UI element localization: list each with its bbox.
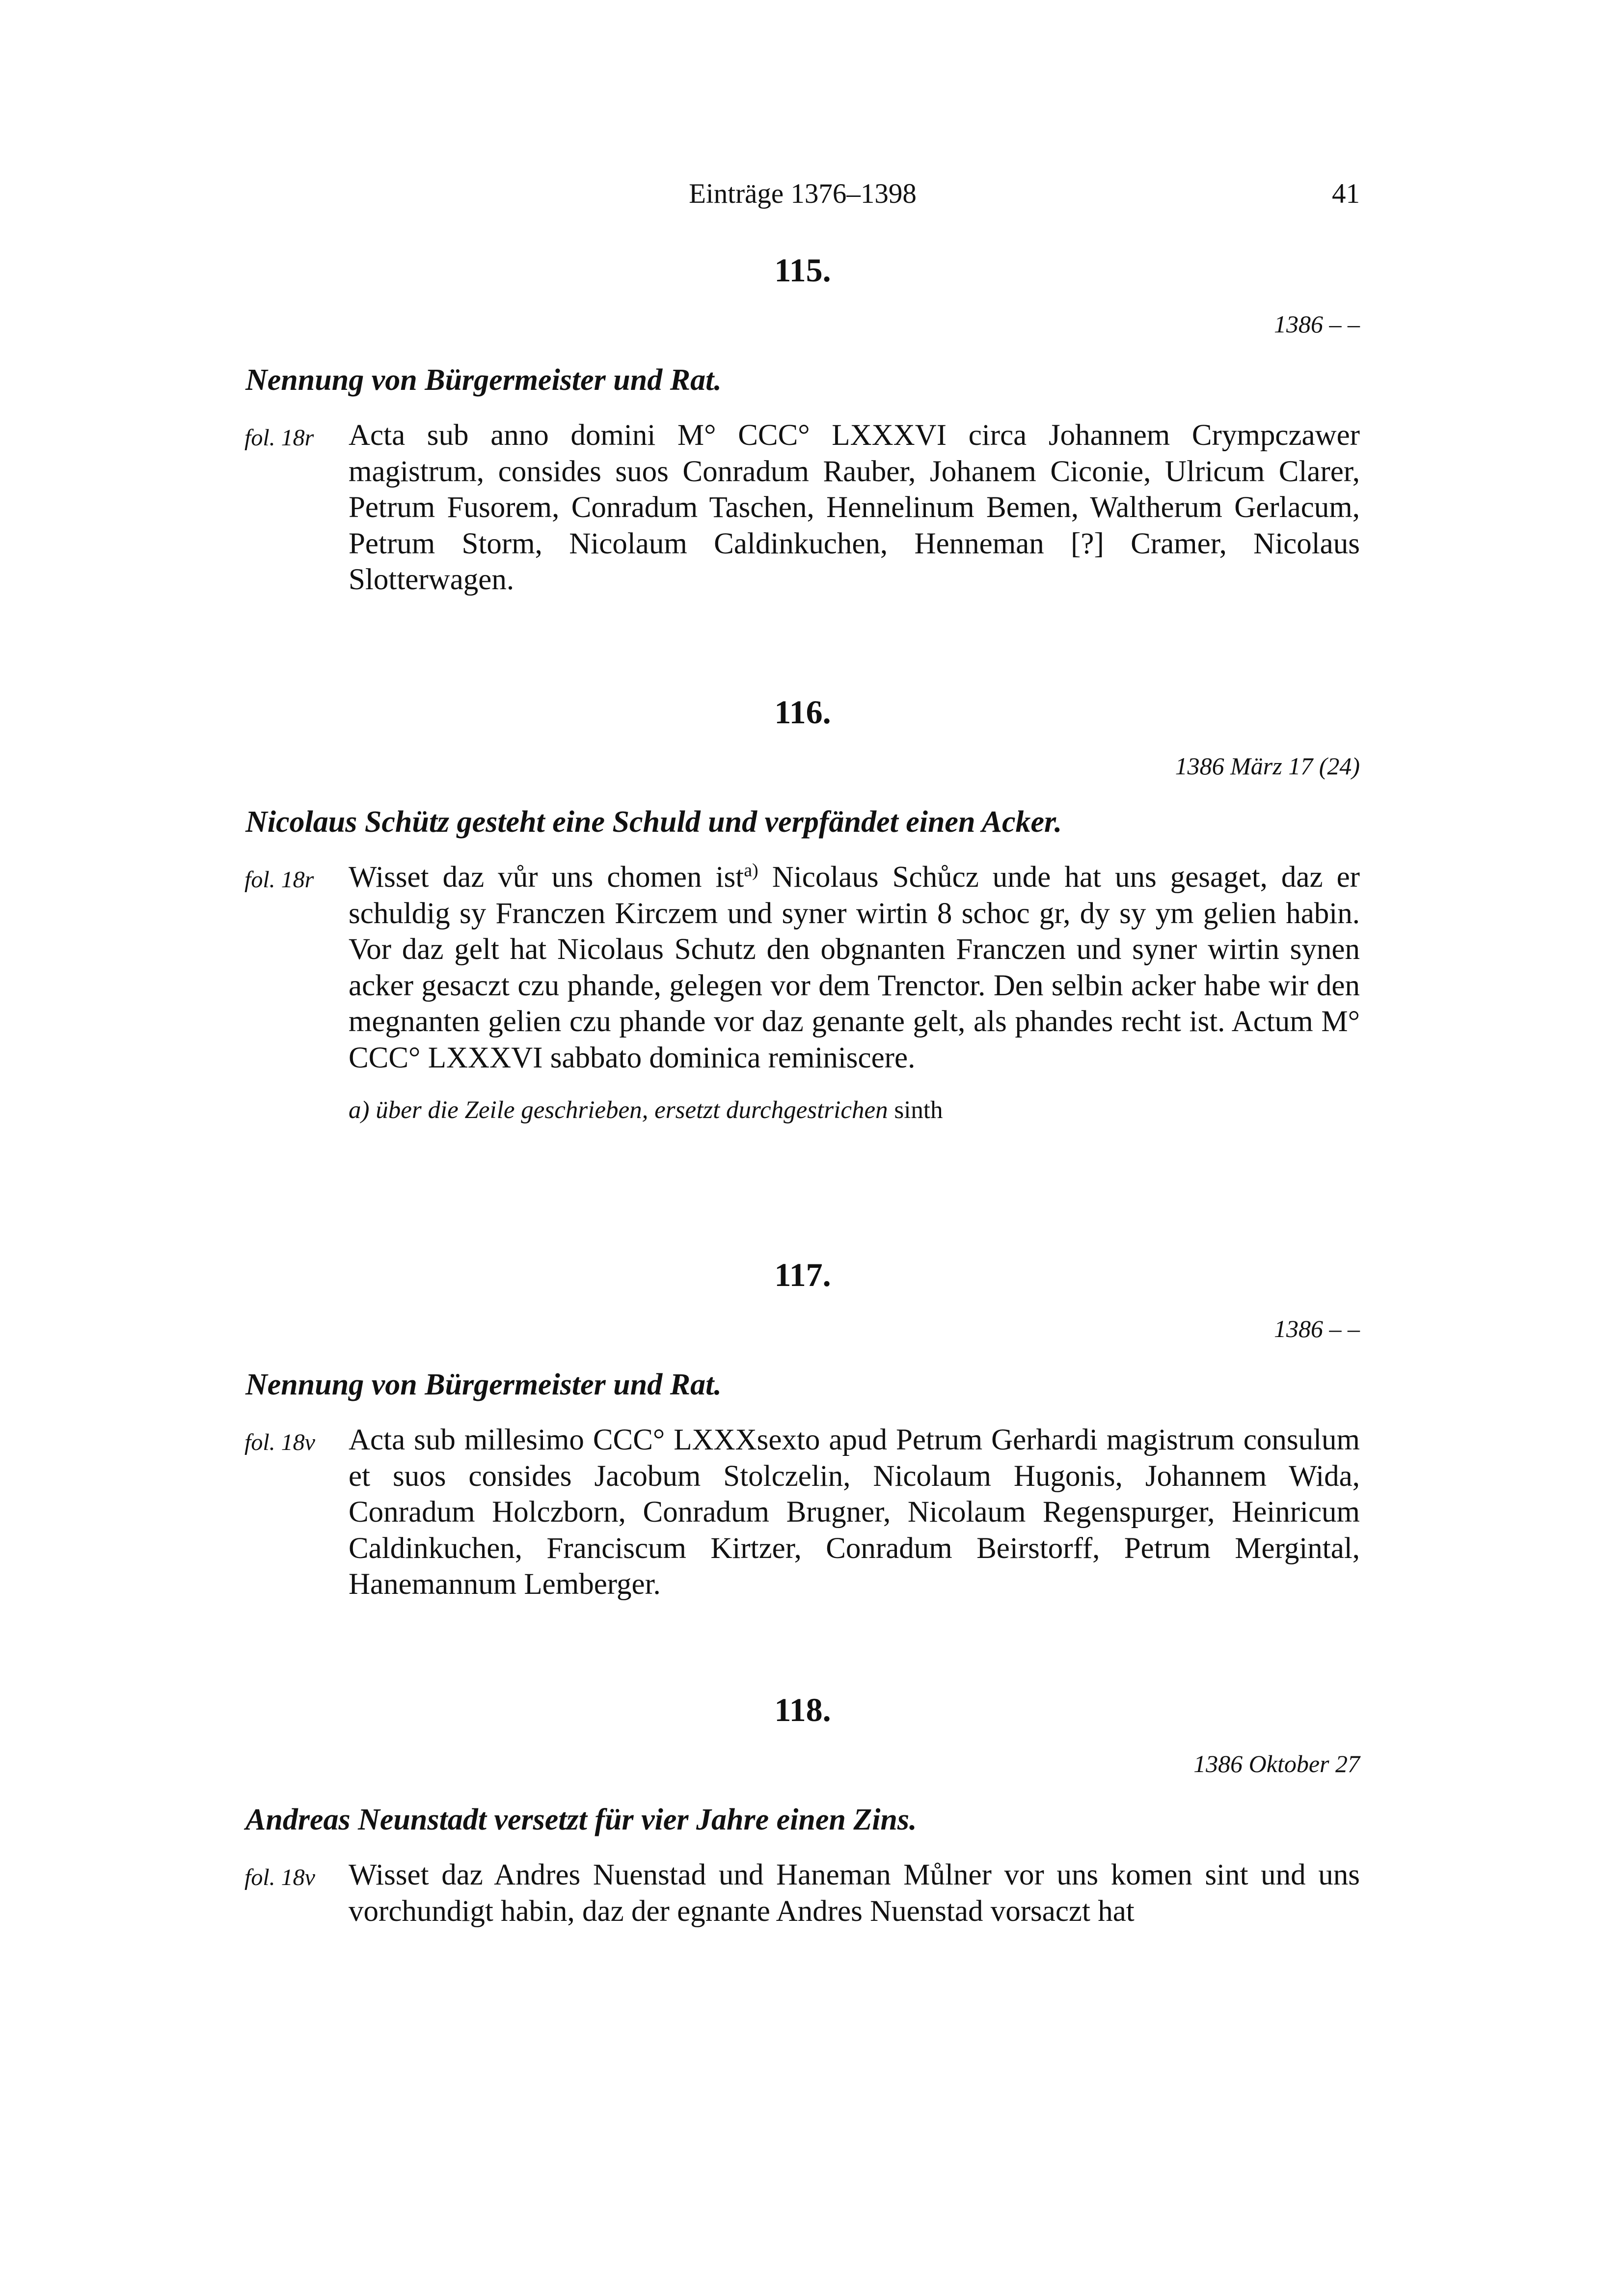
running-head — [245, 178, 1360, 217]
entry-number: 117. — [774, 1256, 831, 1293]
footnote-word: sinth — [894, 1096, 943, 1124]
running-title: Einträge 1376–1398 — [689, 178, 917, 209]
entry-date: 1386 – – — [1274, 1315, 1360, 1342]
entry-body — [245, 859, 1360, 1076]
entry-date: 1386 – – — [1274, 310, 1360, 338]
entry-body — [245, 1422, 1360, 1603]
entry-number: 115. — [774, 251, 831, 289]
entry-text — [349, 859, 1360, 1076]
entry-115 — [245, 250, 1360, 598]
folio-reference: fol. 18v — [244, 1429, 315, 1455]
entry-116 — [245, 692, 1360, 1125]
entry-date: 1386 März 17 (24) — [1175, 752, 1360, 780]
entry-text: Acta sub millesimo CCC° LXXXsexto apud Petrum Gerhardi magistrum consulum et suos consides Jacobum Stolczelin, Nicolaum Hugonis, Johannem Wida, Conradum Holczborn, Conradum Brugner, Nicolaum Regenspurger, Heinricum Caldinkuchen, Franciscum Kirtzer, Conradum Beirstorff, Petrum Mergintal, Hanemannum Lemberger. — [349, 1423, 1360, 1601]
entry-text: Acta sub anno domini M° CCC° LXXXVI circa Johannem Crympczawer magistrum, consides suos Conradum Rauber, Johanem Ciconie, Ulricum Clarer, Petrum Fusorem, Conradum Taschen, Hennelinum Bemen, Waltherum Gerlacum, Petrum Storm, Nicolaum Caldinkuchen, Henneman [?] Cramer, Nicolaus Slotterwagen. — [349, 419, 1360, 596]
entry-heading: Nennung von Bürgermeister und Rat. — [245, 363, 722, 397]
page-number: 41 — [1332, 178, 1360, 209]
entry-body — [245, 417, 1360, 598]
entry-118 — [245, 1690, 1360, 1929]
footnote-label: a) über die Zeile geschrieben, ersetzt durchgestrichen — [349, 1096, 888, 1124]
entry-heading: Andreas Neunstadt versetzt für vier Jahre einen Zins. — [245, 1803, 917, 1836]
entry-body — [245, 1857, 1360, 1929]
text-part: Nicolaus Schůcz unde hat uns gesaget, daz er schuldig sy Franczen Kirczem und syner wirtin 8 schoc gr, dy sy ym gelien habin. Vor daz gelt hat Nicolaus Schutz den obgnanten Franczen und syner wirtin synen acker gesaczt czu phande, gelegen vor dem Trenctor. Den selbin acker habe wir den megnanten gelien czu phande vor daz genante gelt, als phandes recht ist. Actum M° CCC° LXXXVI sabbato dominica reminiscere. — [349, 861, 1360, 1074]
folio-reference: fol. 18r — [244, 867, 314, 893]
entry-heading: Nicolaus Schütz gesteht eine Schuld und verpfändet einen Acker. — [245, 805, 1062, 839]
entry-117 — [245, 1255, 1360, 1603]
text-part: Wisset daz vůr uns chomen ist — [349, 861, 744, 894]
entry-heading: Nennung von Bürgermeister und Rat. — [245, 1368, 722, 1401]
entry-text: Wisset daz Andres Nuenstad und Haneman Můlner vor uns komen sint und uns vorchundigt habin, daz der egnante Andres Nuenstad vorsaczt hat — [349, 1859, 1360, 1928]
entry-number: 118. — [774, 1691, 831, 1728]
folio-reference: fol. 18r — [244, 425, 314, 451]
folio-reference: fol. 18v — [244, 1864, 315, 1890]
footnote-marker: a) — [744, 860, 758, 881]
entry-number: 116. — [774, 693, 831, 731]
entry-date: 1386 Oktober 27 — [1193, 1750, 1360, 1777]
footnote — [349, 1095, 1360, 1125]
